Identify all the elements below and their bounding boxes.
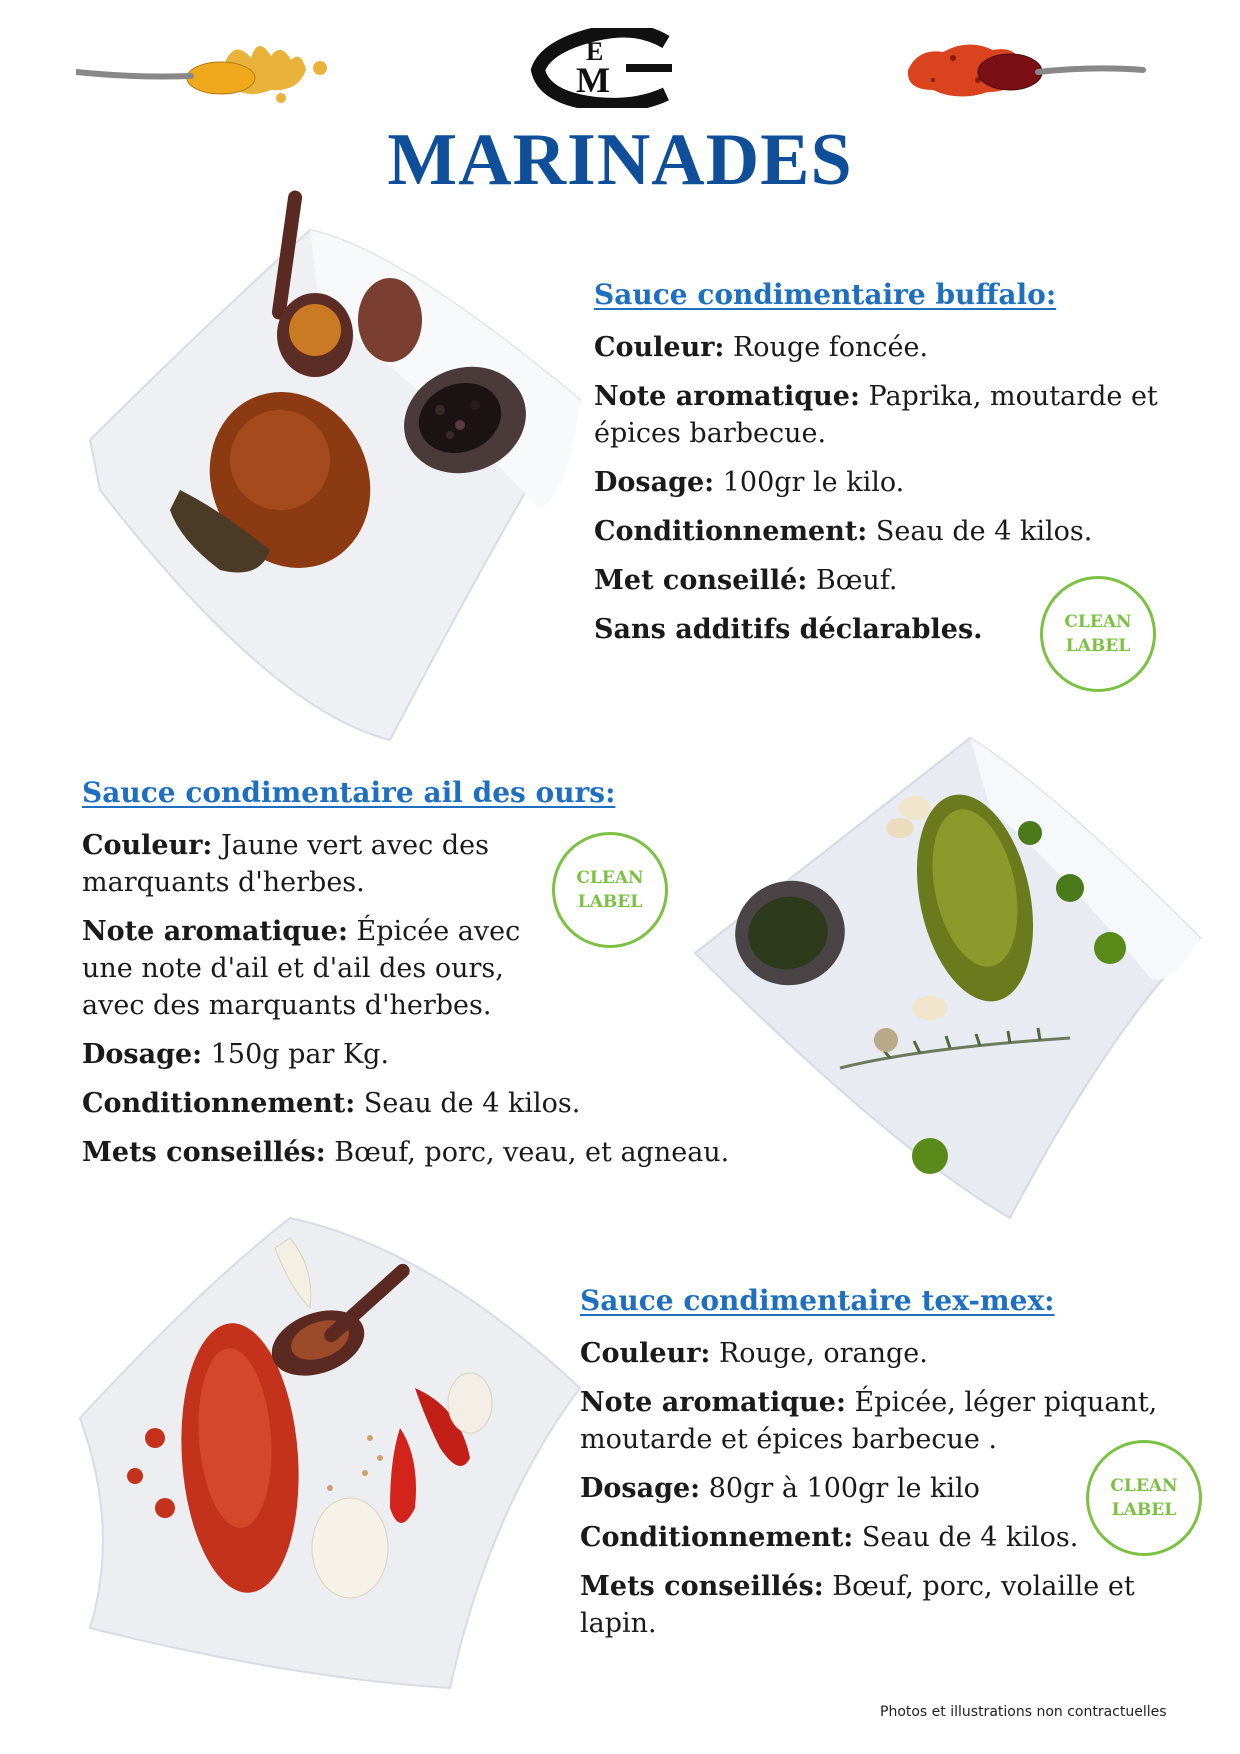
- spec-label: Note aromatique:: [580, 1387, 846, 1418]
- spec-label: Sans additifs déclarables.: [594, 614, 983, 645]
- product-title: Sauce condimentaire ail des ours:: [82, 776, 616, 809]
- badge-text: LABEL: [577, 892, 643, 912]
- product-title: Sauce condimentaire tex-mex:: [580, 1284, 1055, 1317]
- badge-text: LABEL: [1111, 1500, 1177, 1520]
- paprika-spoon-illustration: [898, 30, 1158, 110]
- spec-label: Conditionnement:: [580, 1522, 854, 1553]
- spec-line-couleur: [82, 827, 512, 901]
- cem-logo: [526, 28, 686, 108]
- spec-label: Couleur:: [580, 1338, 711, 1369]
- spec-value: Jaune vert avec des marquants d'herbes.: [82, 830, 489, 898]
- badge-text: CLEAN: [1064, 612, 1132, 632]
- spec-label: Couleur:: [594, 332, 725, 363]
- spec-label: Dosage:: [82, 1039, 203, 1070]
- logo-text-e: E: [586, 37, 604, 66]
- spec-value: Épicée avec une note d'ail et d'ail des ours, avec des marquants d'herbes.: [82, 916, 521, 1021]
- spec-value: 80gr à 100gr le kilo: [700, 1473, 980, 1504]
- spec-line-mets: [580, 1568, 1140, 1642]
- page-title: MARINADES: [387, 119, 853, 201]
- spec-label: Dosage:: [594, 467, 715, 498]
- spec-value: Seau de 4 kilos.: [867, 516, 1093, 547]
- spec-label: Mets conseillés:: [580, 1571, 824, 1602]
- product-tex-mex: [580, 1284, 1180, 1654]
- spec-line-couleur: [594, 329, 1184, 366]
- tex-mex-plate-photo: [70, 1208, 590, 1698]
- spec-line-conditionnement: [82, 1085, 742, 1122]
- spec-value: Paprika, moutarde et épices barbecue.: [594, 381, 1158, 449]
- spec-line-dosage: [594, 464, 1184, 501]
- spec-line-dosage: [82, 1036, 742, 1073]
- clean-label-badge: [1040, 576, 1156, 692]
- spec-line-couleur: [580, 1335, 1180, 1372]
- spec-value: Rouge foncée.: [724, 332, 929, 363]
- badge-text: CLEAN: [1110, 1476, 1178, 1496]
- spec-label: Met conseillé:: [594, 565, 808, 596]
- spec-value: Rouge, orange.: [710, 1338, 928, 1369]
- spec-label: Couleur:: [82, 830, 213, 861]
- spec-value: Seau de 4 kilos.: [853, 1522, 1079, 1553]
- spec-label: Dosage:: [580, 1473, 701, 1504]
- badge-text: LABEL: [1065, 636, 1131, 656]
- spec-value: Bœuf.: [807, 565, 898, 596]
- spec-line-note: [594, 378, 1184, 452]
- footer-disclaimer: Photos et illustrations non contractuelles: [880, 1704, 1167, 1720]
- clean-label-badge: [552, 832, 668, 948]
- ail-des-ours-plate-photo: [690, 728, 1210, 1228]
- buffalo-plate-photo: [70, 190, 590, 750]
- spec-value: Bœuf, porc, volaille et lapin.: [580, 1571, 1135, 1639]
- spec-line-mets: [82, 1134, 742, 1171]
- spec-value: Épicée, léger piquant, moutarde et épices barbecue .: [580, 1387, 1158, 1455]
- clean-label-badge: [1086, 1440, 1202, 1556]
- spec-line-note: [82, 913, 532, 1024]
- spec-label: Note aromatique:: [82, 916, 348, 947]
- spec-label: Conditionnement:: [82, 1088, 356, 1119]
- spec-value: 100gr le kilo.: [714, 467, 905, 498]
- spec-label: Conditionnement:: [594, 516, 868, 547]
- product-title: Sauce condimentaire buffalo:: [594, 278, 1057, 311]
- mustard-spoon-illustration: [76, 30, 346, 110]
- spec-line-note: [580, 1384, 1180, 1458]
- spec-line-conditionnement: [594, 513, 1184, 550]
- spec-label: Note aromatique:: [594, 381, 860, 412]
- badge-text: CLEAN: [576, 868, 644, 888]
- product-ail-des-ours: [82, 776, 742, 1183]
- logo-text-m: M: [576, 60, 610, 100]
- spec-value: Bœuf, porc, veau, et agneau.: [325, 1137, 730, 1168]
- spec-line-conditionnement: [580, 1519, 1180, 1556]
- spec-value: 150g par Kg.: [202, 1039, 390, 1070]
- spec-label: Mets conseillés:: [82, 1137, 326, 1168]
- spec-value: Seau de 4 kilos.: [355, 1088, 581, 1119]
